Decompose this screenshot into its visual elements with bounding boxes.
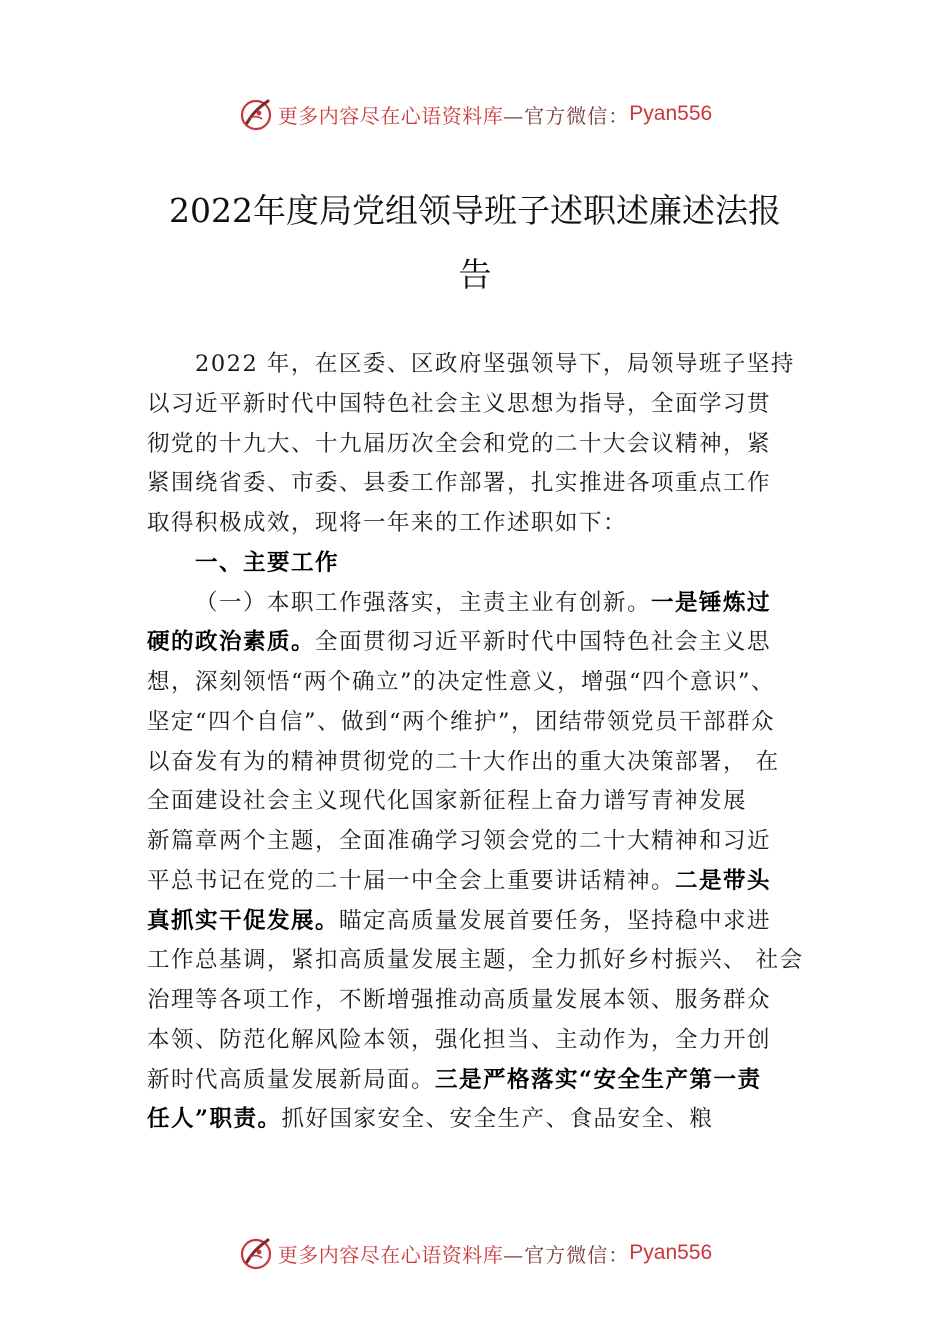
watermark-banner-top	[0, 92, 950, 136]
body-line	[147, 1025, 807, 1055]
body-text: 全面贯彻习近平新时代中国特色社会主义思	[315, 629, 772, 656]
emphasis-text: 硬的政治素质。	[147, 629, 316, 656]
body-line	[147, 945, 807, 975]
body-text: 彻党的十九大、十九届历次全会和党的二十大会议精神，紧	[147, 430, 772, 457]
watermark-text: 更多内容尽在心语资料库	[277, 1242, 504, 1267]
emphasis-text: 真抓实干促发展。	[147, 907, 340, 934]
emphasis-text: 任人”职责。	[147, 1106, 282, 1133]
document-title-line-2: 告	[458, 255, 492, 294]
body-line	[147, 508, 807, 538]
body-line	[147, 667, 807, 697]
watermark-wechat-id: Pyan556	[629, 1241, 713, 1264]
body-line	[147, 985, 807, 1015]
pen-logo-icon	[238, 96, 274, 132]
body-line	[147, 627, 807, 657]
body-text: 抓好国家安全、安全生产、食品安全、粮	[281, 1106, 714, 1133]
body-line	[147, 906, 807, 936]
body-text: 新时代高质量发展新局面。	[147, 1066, 436, 1093]
body-text: 以习近平新时代中国特色社会主义思想为指导，全面学习贯	[147, 390, 772, 417]
body-text: 治理等各项工作，不断增强推动高质量发展本领、服务群众	[147, 987, 772, 1013]
body-text: 工作总基调，紧扣高质量发展主题，全力抓好乡村振兴、 社会	[147, 947, 804, 974]
body-text: 本领、防范化解风险本领，强化担当、主动作为，全力开创	[147, 1026, 772, 1053]
body-text: 全面建设社会主义现代化国家新征程上奋力谱写青神发展	[147, 788, 748, 815]
document-title-line-1: 2022年度局党组领导班子述职述廉述法报	[169, 191, 781, 230]
body-text: 紧围绕省委、市委、县委工作部署，扎实推进各项重点工作	[147, 470, 772, 497]
body-line	[147, 747, 807, 777]
body-line	[147, 468, 807, 498]
body-text: 2022 年，在区委、区政府坚强领导下，局领导班子坚持	[195, 351, 795, 377]
watermark-separator: —官方微信：	[503, 1242, 630, 1267]
body-line	[147, 1104, 807, 1134]
body-line	[147, 826, 807, 856]
body-text: 取得积极成效，现将一年来的工作述职如下：	[147, 510, 628, 536]
watermark-wechat-id: Pyan556	[629, 102, 713, 125]
body-text: （一）本职工作强落实，主责主业有创新。	[195, 589, 652, 616]
body-line	[147, 1065, 807, 1095]
emphasis-text: 二是带头	[675, 867, 772, 894]
body-text: 平总书记在党的二十届一中全会上重要讲话精神。	[147, 867, 676, 894]
body-line	[147, 389, 807, 419]
body-line	[147, 786, 807, 816]
watermark-separator: —官方微信：	[503, 103, 630, 128]
body-text: 坚定“四个自信”、做到“两个维护”，团结带领党员干部群众	[147, 708, 776, 735]
body-text: 想，深刻领悟“两个确立”的决定性意义，增强“四个意识”、	[147, 669, 776, 695]
body-text: 以奋发有为的精神贯彻党的二十大作出的重大决策部署， 在	[147, 748, 780, 775]
emphasis-text: 一是锤炼过	[651, 589, 772, 616]
body-line	[147, 707, 807, 737]
body-line	[147, 349, 855, 379]
section-heading	[147, 548, 855, 578]
body-text: 瞄定高质量发展首要任务，坚持稳中求进	[339, 907, 772, 934]
body-line	[147, 866, 807, 896]
watermark-text: 更多内容尽在心语资料库	[277, 103, 504, 128]
pen-logo-icon	[238, 1235, 274, 1271]
watermark-banner-bottom	[0, 1231, 950, 1275]
body-line	[147, 429, 807, 459]
body-text: 新篇章两个主题，全面准确学习领会党的二十大精神和习近	[147, 828, 772, 854]
body-line	[147, 588, 855, 618]
emphasis-text: 三是严格落实“安全生产第一责	[435, 1066, 762, 1093]
emphasis-text: 一、主要工作	[195, 549, 340, 576]
